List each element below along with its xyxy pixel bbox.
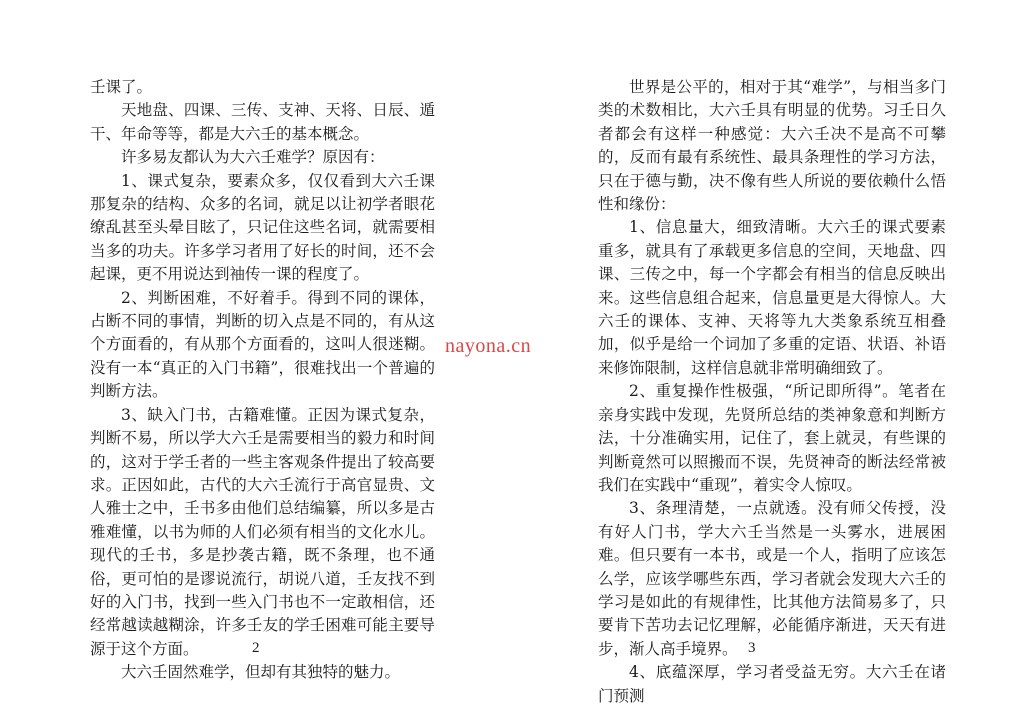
watermark: nayona.cn [445,335,532,357]
paragraph: 天地盘、四课、三传、支神、天将、日辰、遁干、年命等等，都是大六壬的基本概念。 [90,101,435,143]
paragraph: 2、重复操作性极强，“所记即所得”。笔者在亲身实践中发现，先贤所总结的类神象意和判断方法，十分准确实用，记住了，套上就灵，有些课的判断竟然可以照搬而不误，先贤神奇的断法经常被我们在实践中“重现”，着实令人惊叹。 [598,382,946,494]
paragraph: 3、缺入门书，古籍难懂。正因为课式复杂，判断不易，所以学大六壬是需要相当的毅力和时间的，这对于学壬者的一些主客观条件提出了较高要求。正因如此，古代的大六壬流行于高官显贵、文人雅士之中，壬书多由他们总结编纂，所以多是古雅难懂，以书为师的人们必须有相当的文化水儿。现代的壬书，多是抄袭古籍，既不条理，也不通俗，更可怕的是谬说流行，胡说八道，壬友找不到好的入门书，找到一些入门书也不一定敢相信，还经常越读越糊涂，许多壬友的学壬困难可能主要导源于这个方面。 [90,405,435,658]
paragraph: 1、信息量大，细致清晰。大六壬的课式要素重多，就具有了承载更多信息的空间，天地盘、四课、三传之中，每一个字都会有相当的信息反映出来。这些信息组合起来，信息量更是大得惊人。大六壬的课体、支神、天将等九大类象系统互相叠加，似乎是给一个词加了多重的定语、状语、补语来修饰限制，这样信息就非常明确细致了。 [598,218,946,377]
left-page-text [90,76,435,685]
paragraph: 4、底蕴深厚，学习者受益无穷。大六壬在诸门预测 [598,663,946,705]
paragraph: 3、条理清楚，一点就透。没有师父传授，没有好人门书，学大六壬当然是一头雾水，进展困难。但只要有一本书，或是一个人，指明了应该怎么学，应该学哪些东西，学习者就会发现大六壬的学习是如此的有规律性，比其他方法简易多了，只要肯下苦功去记忆理解，必能循序渐进，天天有进步，渐人高手境界。 [598,499,946,658]
page-number: 3 [748,640,756,656]
paragraph: 大六壬固然难学，但却有其独特的魅力。 [121,663,401,682]
left-page [0,0,512,689]
paragraph: 1、课式复杂，要素众多，仅仅看到大六壬课那复杂的结构、众多的名词，就足以让初学者眼花缭乱甚至头晕目眩了，只记住这些名词，就需要相当多的功夫。许多学习者用了好长的时间，还不会起课，更不用说达到袖传一课的程度了。 [90,171,435,284]
right-page-text [598,76,946,708]
right-page [512,0,1024,705]
page-number: 2 [252,640,260,656]
paragraph: 壬课了。 [90,78,153,96]
paragraph: 世界是公平的，相对于其“难学”，与相当多门类的术数相比，大六壬具有明显的优势。习壬日久者都会有这样一种感觉：大六壬决不是高不可攀的，反而有最有系统性、最具条理性的学习方法，只在于德与勤，决不像有些人所说的要依赖什么悟性和缘份： [598,78,946,214]
paragraph: 许多易友都认为大六壬难学？原因有： [121,148,385,167]
paragraph: 2、判断困难，不好着手。得到不同的课体，占断不同的事情，判断的切入点是不同的，有从这个方面看的，有从那个方面看的，这叫人很迷糊。没有一本“真正的入门书籍”，很难找出一个普遍的判断方法。 [90,288,435,401]
